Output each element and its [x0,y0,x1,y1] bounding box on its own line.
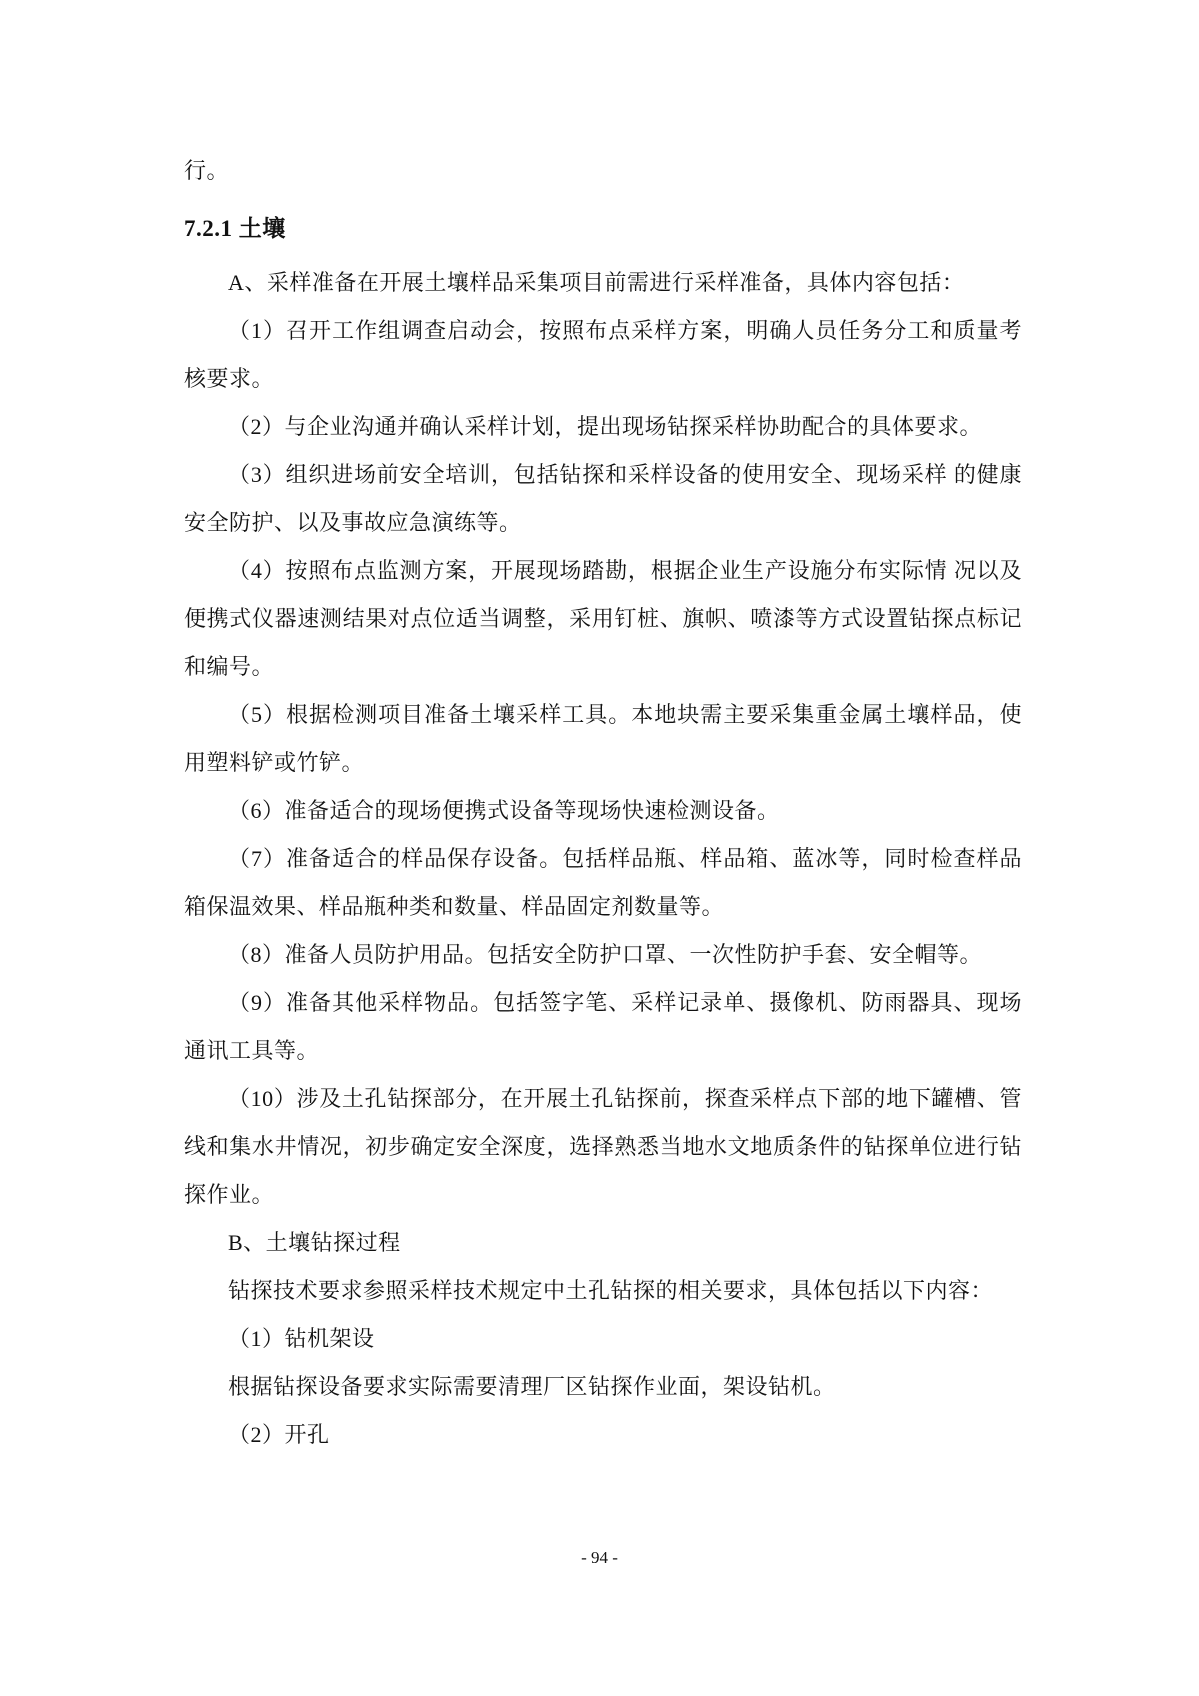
paragraph: B、土壤钻探过程 [228,1230,401,1255]
paragraph: （7）准备适合的样品保存设备。包括样品瓶、样品箱、蓝冰等，同时检查样品箱保温效果、样品瓶种类和数量、样品固定剂数量等。 [184,846,1022,919]
continuation-text: 行。 [184,158,230,183]
paragraph: （2）开孔 [228,1422,330,1447]
paragraph: （9）准备其他采样物品。包括签字笔、采样记录单、摄像机、防雨器具、现场通讯工具等。 [184,990,1022,1063]
paragraph: （1）钻机架设 [228,1326,375,1351]
paragraph: （2）与企业沟通并确认采样计划，提出现场钻探采样协助配合的具体要求。 [228,414,983,439]
paragraph: （6）准备适合的现场便携式设备等现场快速检测设备。 [228,798,780,823]
paragraph: 钻探技术要求参照采样技术规定中土孔钻探的相关要求，具体包括以下内容： [228,1278,994,1303]
paragraph: 根据钻探设备要求实际需要清理厂区钻探作业面，架设钻机。 [228,1374,836,1399]
section-heading: 7.2.1 土壤 [184,216,286,241]
document-body [184,147,1022,1459]
paragraph: （4）按照布点监测方案，开展现场踏勘，根据企业生产设施分布实际情 况以及便携式仪器速测结果对点位适当调整，采用钉桩、旗帜、喷漆等方式设置钻探点标记和编号。 [184,558,1022,679]
paragraph: A、采样准备在开展土壤样品采集项目前需进行采样准备，具体内容包括： [228,270,965,295]
paragraph: （5）根据检测项目准备土壤采样工具。本地块需主要采集重金属土壤样品，使用塑料铲或竹铲。 [184,702,1022,775]
paragraph: （1）召开工作组调查启动会，按照布点采样方案，明确人员任务分工和质量考核要求。 [184,318,1022,391]
paragraph: （3）组织进场前安全培训，包括钻探和采样设备的使用安全、现场采样 的健康安全防护、以及事故应急演练等。 [184,462,1022,535]
page-number: - 94 - [581,1548,618,1567]
paragraph: （10）涉及土孔钻探部分，在开展土孔钻探前，探查采样点下部的地下罐槽、管线和集水井情况，初步确定安全深度，选择熟悉当地水文地质条件的钻探单位进行钻探作业。 [184,1086,1022,1207]
paragraph: （8）准备人员防护用品。包括安全防护口罩、一次性防护手套、安全帽等。 [228,942,983,967]
